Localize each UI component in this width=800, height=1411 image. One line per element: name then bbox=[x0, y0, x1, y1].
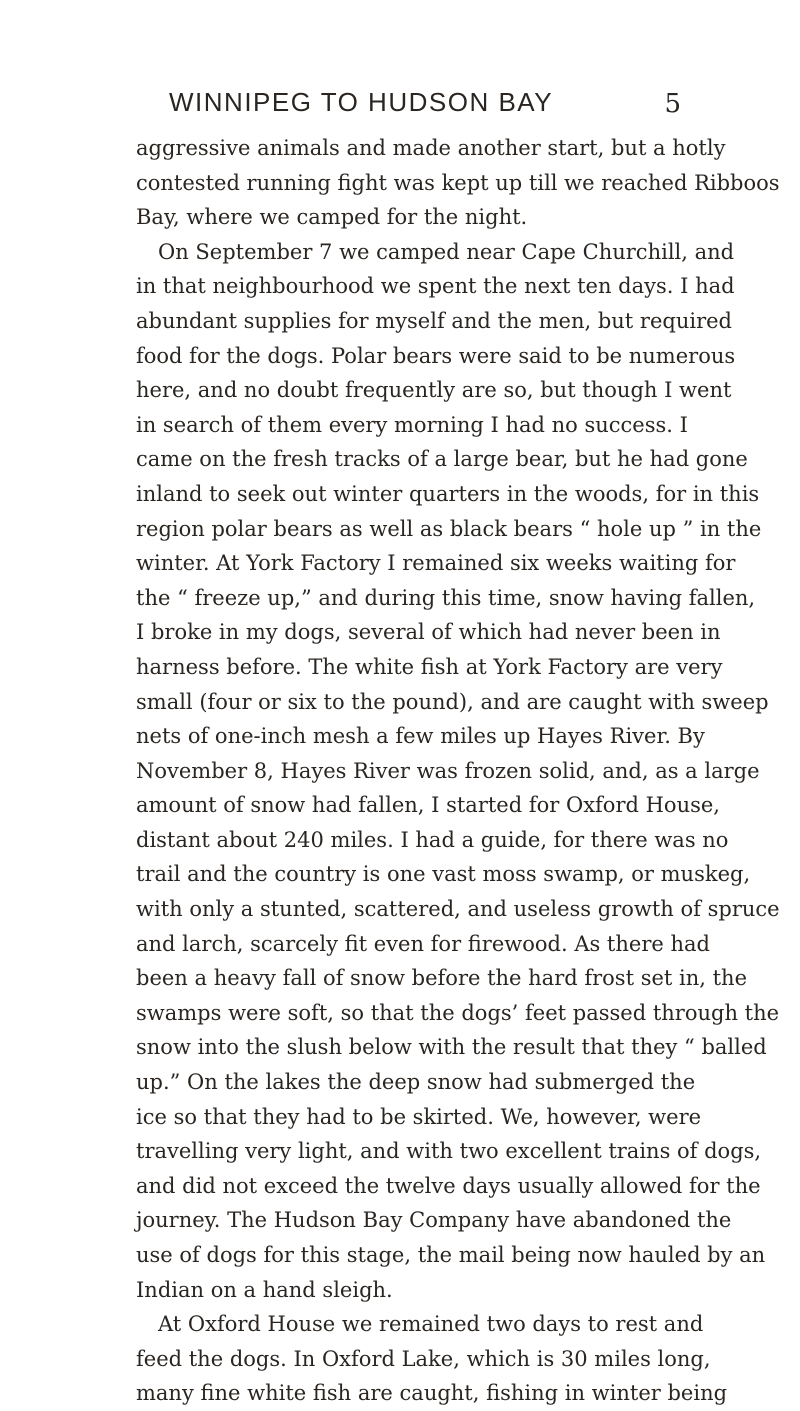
text-line: ice so that they had to be skirted. We, however, were bbox=[136, 1104, 702, 1129]
text-line: and did not exceed the twelve days usually allowed for the bbox=[136, 1173, 761, 1198]
text-line: up.” On the lakes the deep snow had submerged the bbox=[136, 1070, 696, 1095]
text-line: November 8, Hayes River was frozen solid, and, as a large bbox=[136, 758, 760, 783]
text-line: nets of one-inch mesh a few miles up Hayes River. By bbox=[136, 724, 705, 749]
text-line: journey. The Hudson Bay Company have abandoned the bbox=[136, 1208, 732, 1233]
text-line: distant about 240 miles. I had a guide, for there was no bbox=[136, 827, 729, 852]
text-line: been a heavy fall of snow before the hard frost set in, the bbox=[136, 966, 747, 991]
text-line: amount of snow had fallen, I started for Oxford House, bbox=[136, 793, 720, 818]
text-line: and larch, scarcely fit even for firewood. As there had bbox=[136, 931, 710, 956]
page-number: 5 bbox=[664, 89, 681, 119]
running-head bbox=[136, 85, 681, 119]
text-line: On September 7 we camped near Cape Churchill, and bbox=[158, 239, 735, 264]
text-line: snow into the slush below with the result that they “ balled bbox=[136, 1035, 767, 1060]
text-line: feed the dogs. In Oxford Lake, which is 30 miles long, bbox=[136, 1346, 711, 1371]
text-line: trail and the country is one vast moss swamp, or muskeg, bbox=[136, 862, 751, 887]
running-title: WINNIPEG TO HUDSON BAY bbox=[169, 87, 554, 117]
text-line: Indian on a hand sleigh. bbox=[136, 1277, 393, 1302]
text-line: aggressive animals and made another start, but a hotly bbox=[136, 136, 726, 160]
text-line: in search of them every morning I had no success. I bbox=[136, 412, 688, 437]
text-line: harness before. The white fish at York Factory are very bbox=[136, 654, 723, 679]
text-line: came on the fresh tracks of a large bear, but he had gone bbox=[136, 447, 748, 472]
text-line: inland to seek out winter quarters in the woods, for in this bbox=[136, 481, 760, 506]
text-line: food for the dogs. Polar bears were said to be numerous bbox=[136, 343, 736, 368]
text-line: contested running fight was kept up till we reached Ribboos bbox=[136, 170, 780, 195]
text-line: At Oxford House we remained two days to rest and bbox=[158, 1312, 704, 1337]
text-line: use of dogs for this stage, the mail being now hauled by an bbox=[136, 1243, 766, 1267]
text-line: small (four or six to the pound), and are caught with sweep bbox=[136, 689, 769, 714]
text-line: many fine white fish are caught, fishing in winter being bbox=[136, 1381, 728, 1406]
text-line: the “ freeze up,” and during this time, snow having fallen, bbox=[136, 585, 756, 610]
text-line: swamps were soft, so that the dogs’ feet passed through the bbox=[136, 1000, 780, 1025]
text-line: I broke in my dogs, several of which had never been in bbox=[136, 620, 721, 645]
text-line: with only a stunted, scattered, and useless growth of spruce bbox=[136, 897, 780, 922]
text-line: Bay, where we camped for the night. bbox=[136, 205, 528, 230]
text-line: here, and no doubt frequently are so, but though I went bbox=[136, 378, 732, 403]
text-line: travelling very light, and with two excellent trains of dogs, bbox=[136, 1139, 762, 1164]
text-line: abundant supplies for myself and the men, but required bbox=[136, 308, 732, 333]
text-line: winter. At York Factory I remained six weeks waiting for bbox=[136, 551, 736, 576]
text-line: in that neighbourhood we spent the next ten days. I had bbox=[136, 274, 735, 299]
body-text bbox=[136, 131, 780, 1411]
text-line: region polar bears as well as black bears “ hole up ” in the bbox=[136, 516, 762, 541]
